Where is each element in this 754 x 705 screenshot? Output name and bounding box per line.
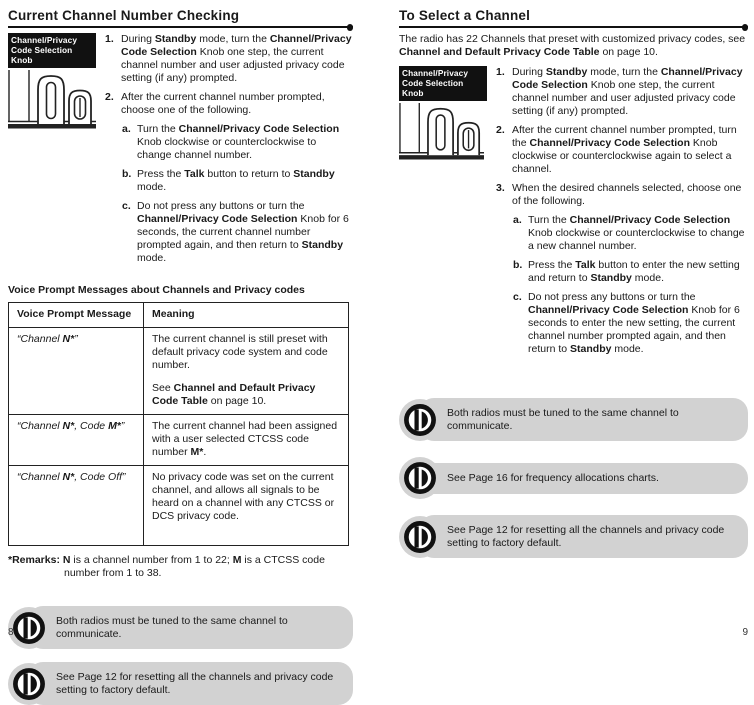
cell-meaning [144,466,349,546]
note-text: Both radios must be tuned to the same channel to communicate. [419,398,748,441]
knob-figure [8,33,96,271]
substep-text: Turn the Channel/Privacy Code Selection Knob clockwise or counterclockwise to change a new channel number. [528,214,745,253]
voice-prompt-table [8,302,349,546]
note [399,457,748,499]
channel-privacy-knob-drawing-icon [8,68,96,130]
channel-privacy-knob-drawing-icon [399,101,484,161]
step-number: 3. [496,182,505,195]
voice-prompt-icon [399,457,441,499]
meaning-paragraph: See Channel and Default Privacy Code Table on page 10. [152,382,316,408]
meaning-paragraph: The current channel had been assigned with a user selected CTCSS code number M*. [152,420,338,459]
cell-meaning [144,328,349,415]
substep-letter: b. [513,259,523,272]
note-text: Both radios must be tuned to the same channel to communicate. [28,606,353,649]
step-list [496,66,748,362]
substep-item [513,259,748,285]
substep-text: Do not press any buttons or turn the Channel/Privacy Code Selection Knob for 6 seconds to enter the new setting, the current channel number prompted again, and then return to Standby mode. [528,291,740,356]
step-number: 1. [105,33,114,46]
substep-text: Press the Talk button to return to Standby mode. [137,168,335,194]
section-title-right: To Select a Channel [399,8,531,23]
voice-prompt-icon [399,516,441,558]
note [399,398,748,441]
intro-paragraph: The radio has 22 Channels that preset with customized privacy codes, see Channel and Default Privacy Code Table on page 10. [399,33,746,59]
substep-letter: a. [513,214,522,227]
voice-prompt-icon [399,399,441,441]
knob-figure [399,66,487,362]
table-row [9,466,349,546]
notes-right [399,398,748,558]
step-text: After the current channel number prompted, choose one of the following. [121,91,325,117]
right-figure-and-steps [399,66,748,362]
knob-figure-label [8,33,96,68]
table-header-message: Voice Prompt Message [9,303,144,328]
table-row [9,415,349,466]
substep-item [122,168,353,194]
voice-prompt-icon [8,607,50,649]
substep-letter: a. [122,123,131,136]
cell-message: “Channel N*” [9,328,144,415]
step-item [105,33,353,85]
remarks: *Remarks: N is a channel number from 1 to 22; M is a CTCSS code number from 1 to 38. [8,554,325,580]
meaning-paragraph: No privacy code was set on the current channel, and allows all signals to be heard on a channel with any CTCSS or DCS privacy code. [152,471,335,523]
substep-item [122,123,353,162]
note [8,662,353,705]
note-text: See Page 12 for resetting all the channels and privacy code setting to factory default. [419,515,748,558]
knob-label-line1: Channel/Privacy [402,68,469,79]
voice-prompt-icon [8,663,50,705]
knob-figure-label [399,66,487,101]
page-left [8,6,353,705]
title-rule [8,26,353,28]
title-rule [399,26,748,28]
meaning-paragraph: The current channel is still preset with default privacy code system and code number. [152,333,328,372]
substep-item [122,200,353,265]
step-text: During Standby mode, turn the Channel/Privacy Code Selection Knob one step, the current channel number and user adjusted privacy code setting (if any) prompted. [121,33,352,85]
substep-letter: c. [513,291,522,304]
substep-item [513,214,748,253]
step-number: 1. [496,66,505,79]
step-text: During Standby mode, turn the Channel/Privacy Code Selection Knob one step, the current channel number and user adjusted privacy code setting (if any) prompted. [512,66,743,118]
note [8,606,353,649]
cell-message: “Channel N*, Code M*” [9,415,144,466]
step-number: 2. [496,124,505,137]
section-title-left: Current Channel Number Checking [8,8,240,23]
substep-text: Press the Talk button to enter the new setting and return to Standby mode. [528,259,740,285]
step-number: 2. [105,91,114,104]
table-row [9,328,349,415]
knob-label-line2: Code Selection Knob [11,44,73,65]
left-figure-and-steps [8,33,353,271]
page-right [399,6,748,558]
page-number-left: 8 [8,627,14,638]
step-item [105,91,353,117]
knob-label-line1: Channel/Privacy [11,35,78,46]
substep-letter: b. [122,168,132,181]
cell-meaning [144,415,349,466]
substep-letter: c. [122,200,131,213]
knob-label-line2: Code Selection Knob [402,77,464,98]
note [399,515,748,558]
substep-text: Turn the Channel/Privacy Code Selection Knob clockwise or counterclockwise to change channel number. [137,123,340,162]
substep-text: Do not press any buttons or turn the Channel/Privacy Code Selection Knob for 6 seconds, the current channel number prompted again, and then return to Standby mode. [137,200,349,265]
notes-left [8,606,353,705]
step-text: After the current channel number prompted, turn the Channel/Privacy Code Selection Knob clockwise or counterclockwise again to select a channel. [512,124,737,176]
table-header-row [9,303,349,328]
step-item [496,66,748,118]
table-caption: Voice Prompt Messages about Channels and Privacy codes [8,284,305,297]
substep-item [513,291,748,356]
step-item [496,124,748,176]
step-text: When the desired channels selected, choose one of the following. [512,182,742,208]
table-header-meaning: Meaning [144,303,349,328]
page-number-right: 9 [742,627,748,638]
cell-message: “Channel N*, Code Off” [9,466,144,546]
note-text: See Page 16 for frequency allocations charts. [419,463,748,494]
step-list [105,33,353,271]
step-item [496,182,748,208]
note-text: See Page 12 for resetting all the channels and privacy code setting to factory default. [28,662,353,705]
